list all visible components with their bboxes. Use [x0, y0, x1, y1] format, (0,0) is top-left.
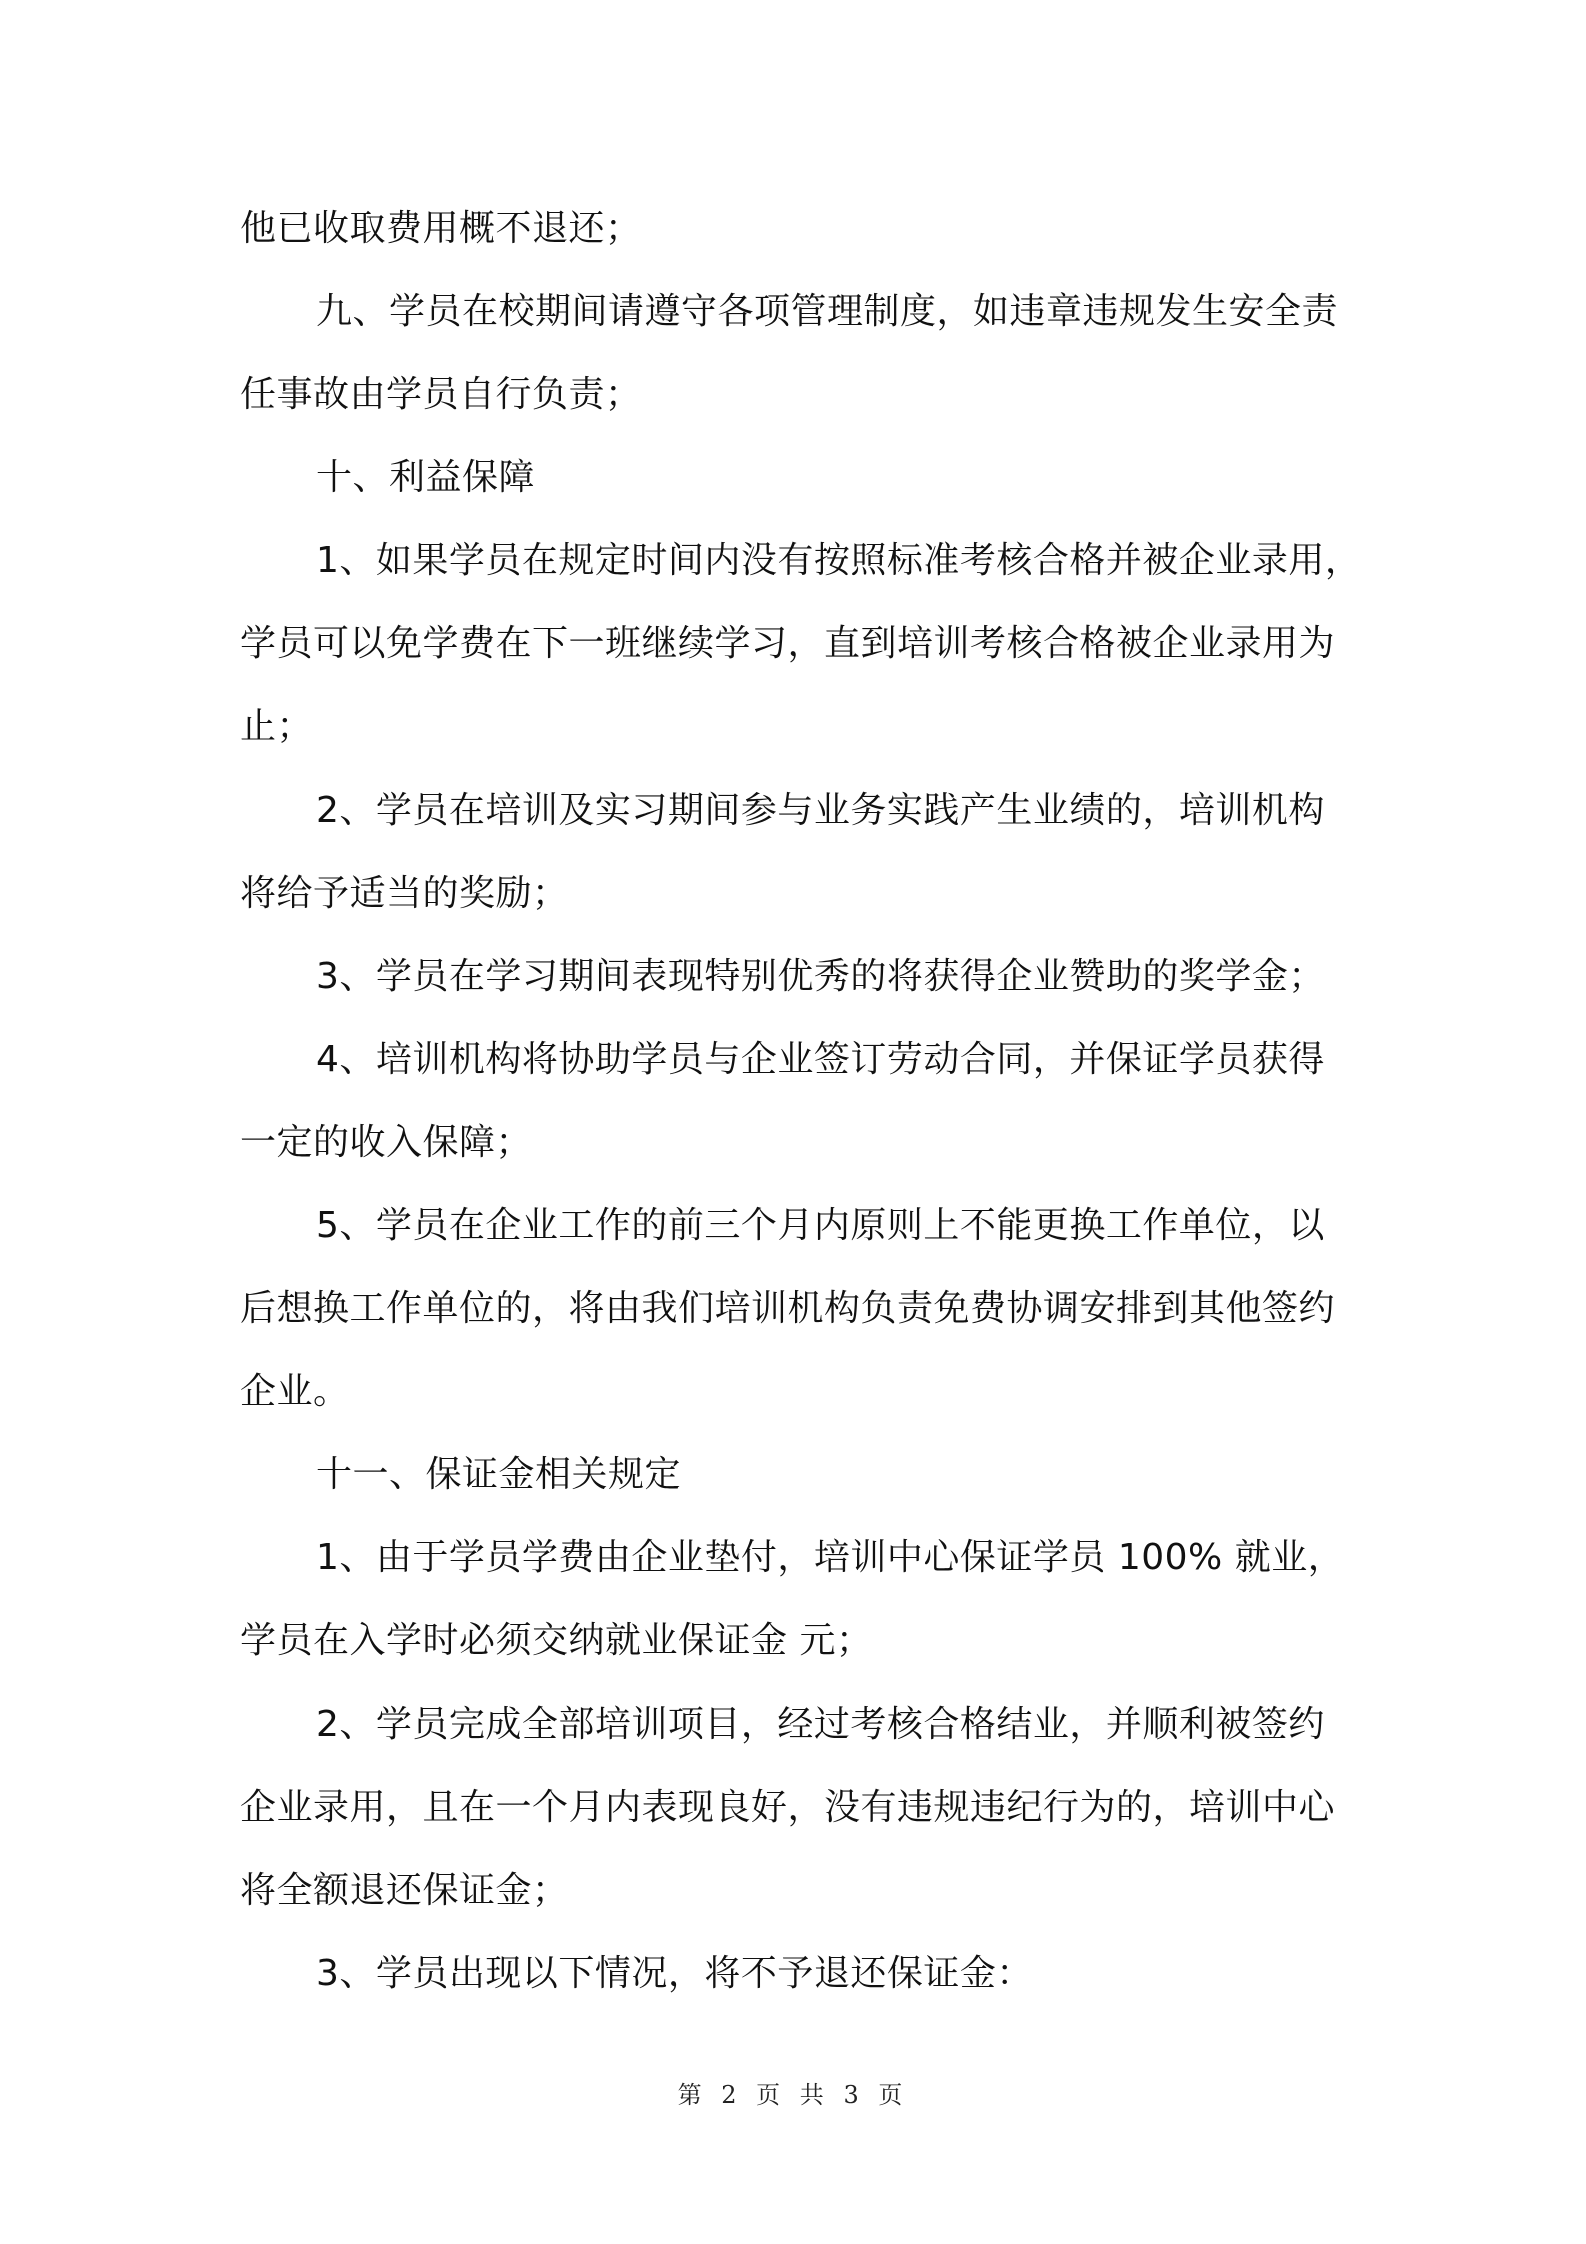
text-line: 3、学员在学习期间表现特别优秀的将获得企业赞助的奖学金； — [316, 956, 1325, 997]
text-line: 学员在入学时必须交纳就业保证金 元； — [240, 1620, 873, 1661]
text-line: 2、学员在培训及实习期间参与业务实践产生业绩的，培训机构 — [316, 790, 1325, 831]
text-line: 将给予适当的奖励； — [240, 873, 569, 914]
page-number-footer: 第 2 页 共 3 页 — [677, 2081, 909, 2109]
text-line: 5、学员在企业工作的前三个月内原则上不能更换工作单位，以 — [316, 1205, 1325, 1246]
section-ten-heading: 十、利益保障 — [316, 457, 536, 498]
text-line: 止； — [240, 706, 314, 747]
text-line: 3、学员出现以下情况，将不予退还保证金： — [316, 1953, 1033, 1994]
text-line: 任事故由学员自行负责； — [240, 374, 642, 415]
text-line: 企业录用，且在一个月内表现良好，没有违规违纪行为的，培训中心 — [240, 1787, 1336, 1828]
text-line: 将全额退还保证金； — [240, 1870, 569, 1911]
text-line: 学员可以免学费在下一班继续学习，直到培训考核合格被企业录用为 — [240, 623, 1336, 664]
text-line: 一定的收入保障； — [240, 1122, 533, 1163]
section-eleven-heading: 十一、保证金相关规定 — [316, 1454, 682, 1495]
text-line: 1、由于学员学费由企业垫付，培训中心保证学员 100% 就业， — [316, 1537, 1345, 1578]
text-line: 2、学员完成全部培训项目，经过考核合格结业，并顺利被签约 — [316, 1704, 1325, 1745]
text-line: 后想换工作单位的，将由我们培训机构负责免费协调安排到其他签约 — [240, 1288, 1336, 1329]
text-line: 4、培训机构将协助学员与企业签订劳动合同，并保证学员获得 — [316, 1039, 1325, 1080]
text-line: 企业。 — [240, 1371, 350, 1412]
text-line: 1、如果学员在规定时间内没有按照标准考核合格并被企业录用， — [316, 540, 1362, 581]
section-nine-heading-line: 九、学员在校期间请遵守各项管理制度，如违章违规发生安全责 — [316, 291, 1339, 332]
text-line: 他已收取费用概不退还； — [240, 208, 642, 249]
